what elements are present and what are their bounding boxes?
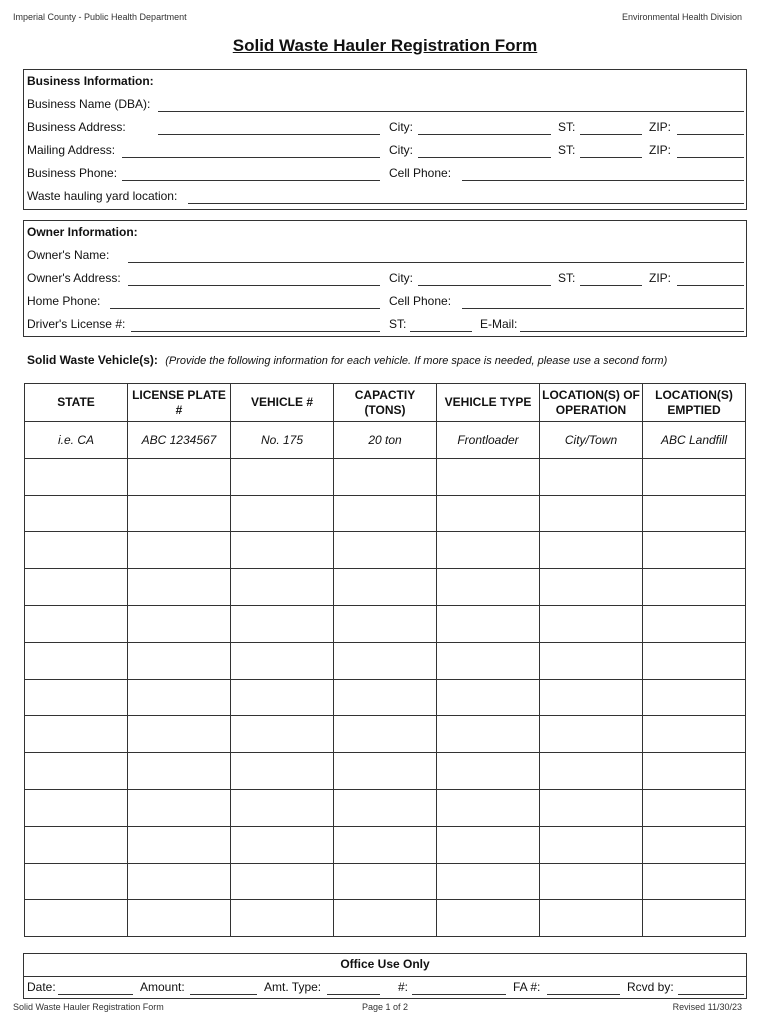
vehicle-entry-row — [25, 458, 746, 495]
vehicle-entry-cell[interactable] — [231, 458, 334, 495]
vehicle-entry-cell[interactable] — [231, 863, 334, 900]
example-state: i.e. CA — [25, 422, 128, 459]
col-vehicle-number: VEHICLE # — [231, 384, 334, 422]
vehicle-entry-row — [25, 532, 746, 569]
vehicle-entry-cell[interactable] — [25, 716, 128, 753]
business-name-label: Business Name (DBA): — [27, 97, 151, 111]
vehicle-entry-cell[interactable] — [231, 826, 334, 863]
vehicle-entry-cell[interactable] — [231, 900, 334, 937]
owner-name-field[interactable] — [128, 262, 744, 263]
vehicle-entry-cell[interactable] — [128, 753, 231, 790]
vehicle-entry-cell[interactable] — [25, 532, 128, 569]
owner-st-label: ST: — [558, 271, 576, 285]
yard-location-field[interactable] — [188, 203, 744, 204]
vehicle-entry-row — [25, 863, 746, 900]
vehicle-entry-cell[interactable] — [334, 826, 437, 863]
vehicle-entry-cell[interactable] — [540, 826, 643, 863]
vehicle-entry-row — [25, 716, 746, 753]
business-info-heading: Business Information: — [27, 74, 154, 88]
example-vehicle-type: Frontloader — [437, 422, 540, 459]
owner-city-label: City: — [389, 271, 413, 285]
example-row — [25, 422, 746, 459]
office-fa-label: FA #: — [513, 980, 541, 994]
vehicle-entry-cell[interactable] — [128, 826, 231, 863]
vehicle-entry-cell[interactable] — [128, 569, 231, 606]
vehicle-entry-cell[interactable] — [643, 458, 746, 495]
vehicle-entry-cell[interactable] — [25, 789, 128, 826]
home-phone-field[interactable] — [110, 308, 380, 309]
vehicle-entry-cell[interactable] — [334, 863, 437, 900]
email-label: E-Mail: — [480, 317, 518, 331]
drivers-license-label: Driver's License #: — [27, 317, 126, 331]
vehicle-entry-cell[interactable] — [128, 789, 231, 826]
vehicle-entry-cell[interactable] — [643, 789, 746, 826]
office-rcvd-field[interactable] — [678, 994, 744, 995]
mailing-zip-field[interactable] — [677, 157, 744, 158]
vehicle-entry-cell[interactable] — [128, 458, 231, 495]
business-zip-label: ZIP: — [649, 120, 672, 134]
home-phone-label: Home Phone: — [27, 294, 101, 308]
owner-cell-label: Cell Phone: — [389, 294, 452, 308]
vehicle-entry-cell[interactable] — [643, 753, 746, 790]
office-amount-field[interactable] — [190, 994, 257, 995]
vehicle-entry-cell[interactable] — [437, 826, 540, 863]
vehicle-entry-cell[interactable] — [437, 569, 540, 606]
vehicle-entry-cell[interactable] — [643, 679, 746, 716]
office-date-field[interactable] — [58, 994, 133, 995]
vehicle-entry-cell[interactable] — [437, 458, 540, 495]
example-locations-operation: City/Town — [540, 422, 643, 459]
vehicle-entry-cell[interactable] — [334, 679, 437, 716]
business-st-field[interactable] — [580, 134, 642, 135]
license-st-label: ST: — [389, 317, 407, 331]
vehicle-entry-cell[interactable] — [643, 495, 746, 532]
vehicle-entry-cell[interactable] — [540, 495, 643, 532]
office-use-heading: Office Use Only — [340, 957, 430, 971]
vehicle-entry-cell[interactable] — [643, 900, 746, 937]
vehicle-entry-cell[interactable] — [540, 679, 643, 716]
vehicle-entry-cell[interactable] — [334, 605, 437, 642]
vehicle-entry-cell[interactable] — [437, 642, 540, 679]
mailing-st-label: ST: — [558, 143, 576, 157]
vehicle-entry-cell[interactable] — [25, 863, 128, 900]
owner-name-label: Owner's Name: — [27, 248, 110, 262]
vehicle-entry-cell[interactable] — [540, 569, 643, 606]
vehicle-entry-cell[interactable] — [231, 753, 334, 790]
vehicle-entry-cell[interactable] — [128, 495, 231, 532]
vehicles-header-row — [25, 384, 746, 422]
office-rcvd-label: Rcvd by: — [627, 980, 674, 994]
vehicle-entry-cell[interactable] — [540, 753, 643, 790]
vehicle-entry-row — [25, 679, 746, 716]
vehicle-entry-cell[interactable] — [231, 789, 334, 826]
footer-revised-date: Revised 11/30/23 — [672, 1002, 742, 1012]
vehicle-entry-cell[interactable] — [437, 532, 540, 569]
vehicle-entry-cell[interactable] — [334, 458, 437, 495]
vehicle-entry-row — [25, 753, 746, 790]
business-city-field[interactable] — [418, 134, 551, 135]
vehicle-entry-cell[interactable] — [540, 789, 643, 826]
owner-zip-label: ZIP: — [649, 271, 672, 285]
mailing-zip-label: ZIP: — [649, 143, 672, 157]
vehicle-entry-cell[interactable] — [437, 679, 540, 716]
vehicle-entry-cell[interactable] — [334, 495, 437, 532]
owner-address-label: Owner's Address: — [27, 271, 121, 285]
business-name-field[interactable] — [158, 111, 744, 112]
vehicle-entry-cell[interactable] — [334, 716, 437, 753]
vehicle-entry-cell[interactable] — [540, 532, 643, 569]
vehicle-entry-cell[interactable] — [231, 605, 334, 642]
vehicle-entry-cell[interactable] — [437, 900, 540, 937]
col-capacity: CAPACTIY (TONS) — [334, 384, 437, 422]
vehicles-title: Solid Waste Vehicle(s): — [27, 353, 158, 367]
office-amt-type-field[interactable] — [327, 994, 380, 995]
vehicle-entry-row — [25, 495, 746, 532]
page-title: Solid Waste Hauler Registration Form — [232, 36, 538, 55]
vehicle-entry-cell[interactable] — [231, 716, 334, 753]
vehicle-entry-cell[interactable] — [334, 532, 437, 569]
business-phone-field[interactable] — [122, 180, 380, 181]
vehicle-entry-cell[interactable] — [231, 569, 334, 606]
business-st-label: ST: — [558, 120, 576, 134]
business-phone-label: Business Phone: — [27, 166, 118, 180]
vehicle-entry-cell[interactable] — [25, 679, 128, 716]
vehicle-entry-cell[interactable] — [437, 789, 540, 826]
col-vehicle-type: VEHICLE TYPE — [437, 384, 540, 422]
office-date-label: Date: — [27, 980, 56, 994]
vehicle-entry-cell[interactable] — [25, 569, 128, 606]
owner-cell-field[interactable] — [462, 308, 744, 309]
mailing-address-field[interactable] — [122, 157, 380, 158]
vehicles-table — [24, 383, 746, 937]
vehicle-entry-cell[interactable] — [25, 753, 128, 790]
owner-city-field[interactable] — [418, 285, 551, 286]
vehicle-entry-cell[interactable] — [437, 605, 540, 642]
owner-info-heading: Owner Information: — [27, 225, 138, 239]
vehicle-entry-cell[interactable] — [540, 642, 643, 679]
vehicle-entry-cell[interactable] — [540, 605, 643, 642]
mailing-city-label: City: — [389, 143, 413, 157]
business-city-label: City: — [389, 120, 413, 134]
vehicle-entry-row — [25, 900, 746, 937]
vehicle-entry-row — [25, 569, 746, 606]
vehicles-note: (Provide the following information for each vehicle. If more space is needed, please use a second form) — [165, 355, 668, 367]
office-amount-label: Amount: — [140, 980, 185, 994]
vehicle-entry-cell[interactable] — [334, 789, 437, 826]
drivers-license-field[interactable] — [131, 331, 380, 332]
vehicle-entry-cell[interactable] — [128, 900, 231, 937]
vehicle-entry-cell[interactable] — [437, 753, 540, 790]
mailing-address-label: Mailing Address: — [27, 143, 116, 157]
vehicle-entry-cell[interactable] — [540, 458, 643, 495]
vehicle-entry-cell[interactable] — [231, 642, 334, 679]
vehicle-entry-cell[interactable] — [25, 900, 128, 937]
vehicle-entry-cell[interactable] — [128, 642, 231, 679]
owner-zip-field[interactable] — [677, 285, 744, 286]
vehicle-entry-row — [25, 642, 746, 679]
vehicle-entry-cell[interactable] — [25, 642, 128, 679]
vehicle-entry-cell[interactable] — [128, 605, 231, 642]
office-number-label: #: — [398, 980, 409, 994]
business-zip-field[interactable] — [677, 134, 744, 135]
mailing-st-field[interactable] — [580, 157, 642, 158]
email-field[interactable] — [520, 331, 744, 332]
vehicle-entry-cell[interactable] — [643, 826, 746, 863]
vehicle-entry-cell[interactable] — [643, 569, 746, 606]
vehicle-entry-cell[interactable] — [128, 532, 231, 569]
vehicle-entry-cell[interactable] — [25, 826, 128, 863]
col-locations-emptied: LOCATION(S) EMPTIED — [643, 384, 746, 422]
vehicle-entry-cell[interactable] — [128, 716, 231, 753]
office-amt-type-label: Amt. Type: — [264, 980, 322, 994]
example-capacity: 20 ton — [334, 422, 437, 459]
vehicles-section-title — [27, 353, 667, 367]
col-state: STATE — [25, 384, 128, 422]
business-address-label: Business Address: — [27, 120, 126, 134]
vehicle-entry-cell[interactable] — [643, 716, 746, 753]
vehicle-entry-row — [25, 789, 746, 826]
header-department: Imperial County - Public Health Department — [13, 12, 187, 22]
vehicle-entry-row — [25, 605, 746, 642]
vehicle-entry-cell[interactable] — [231, 679, 334, 716]
vehicle-entry-cell[interactable] — [437, 716, 540, 753]
business-address-field[interactable] — [158, 134, 380, 135]
vehicle-entry-cell[interactable] — [334, 642, 437, 679]
vehicle-entry-cell[interactable] — [334, 753, 437, 790]
vehicle-entry-cell[interactable] — [643, 642, 746, 679]
footer-page-number: Page 1 of 2 — [361, 1002, 409, 1012]
vehicle-entry-cell[interactable] — [231, 495, 334, 532]
vehicle-entry-cell[interactable] — [334, 569, 437, 606]
vehicle-entry-cell[interactable] — [643, 863, 746, 900]
vehicle-entry-cell[interactable] — [540, 900, 643, 937]
example-vehicle-number: No. 175 — [231, 422, 334, 459]
col-locations-operation: LOCATION(S) OF OPERATION — [540, 384, 643, 422]
business-cell-label: Cell Phone: — [389, 166, 452, 180]
license-st-field[interactable] — [410, 331, 472, 332]
vehicle-entry-cell[interactable] — [437, 863, 540, 900]
vehicle-entry-cell[interactable] — [437, 495, 540, 532]
example-license-plate: ABC 1234567 — [128, 422, 231, 459]
example-locations-emptied: ABC Landfill — [643, 422, 746, 459]
vehicle-entry-cell[interactable] — [25, 605, 128, 642]
owner-st-field[interactable] — [580, 285, 642, 286]
header-division: Environmental Health Division — [621, 12, 742, 22]
office-fa-field[interactable] — [547, 994, 620, 995]
office-number-field[interactable] — [412, 994, 506, 995]
vehicle-entry-cell[interactable] — [643, 605, 746, 642]
mailing-city-field[interactable] — [418, 157, 551, 158]
vehicle-entry-cell[interactable] — [25, 495, 128, 532]
vehicle-entry-cell[interactable] — [540, 863, 643, 900]
col-license-plate: LICENSE PLATE # — [128, 384, 231, 422]
vehicle-entry-cell[interactable] — [540, 716, 643, 753]
vehicle-entry-cell[interactable] — [25, 458, 128, 495]
footer-form-name: Solid Waste Hauler Registration Form — [13, 1002, 164, 1012]
vehicle-entry-cell[interactable] — [643, 532, 746, 569]
vehicle-entry-row — [25, 826, 746, 863]
business-cell-field[interactable] — [462, 180, 744, 181]
vehicle-entry-cell[interactable] — [128, 863, 231, 900]
vehicle-entry-cell[interactable] — [128, 679, 231, 716]
office-use-divider — [23, 976, 747, 977]
owner-address-field[interactable] — [128, 285, 380, 286]
vehicle-entry-cell[interactable] — [231, 532, 334, 569]
yard-location-label: Waste hauling yard location: — [27, 189, 178, 203]
vehicle-entry-cell[interactable] — [334, 900, 437, 937]
